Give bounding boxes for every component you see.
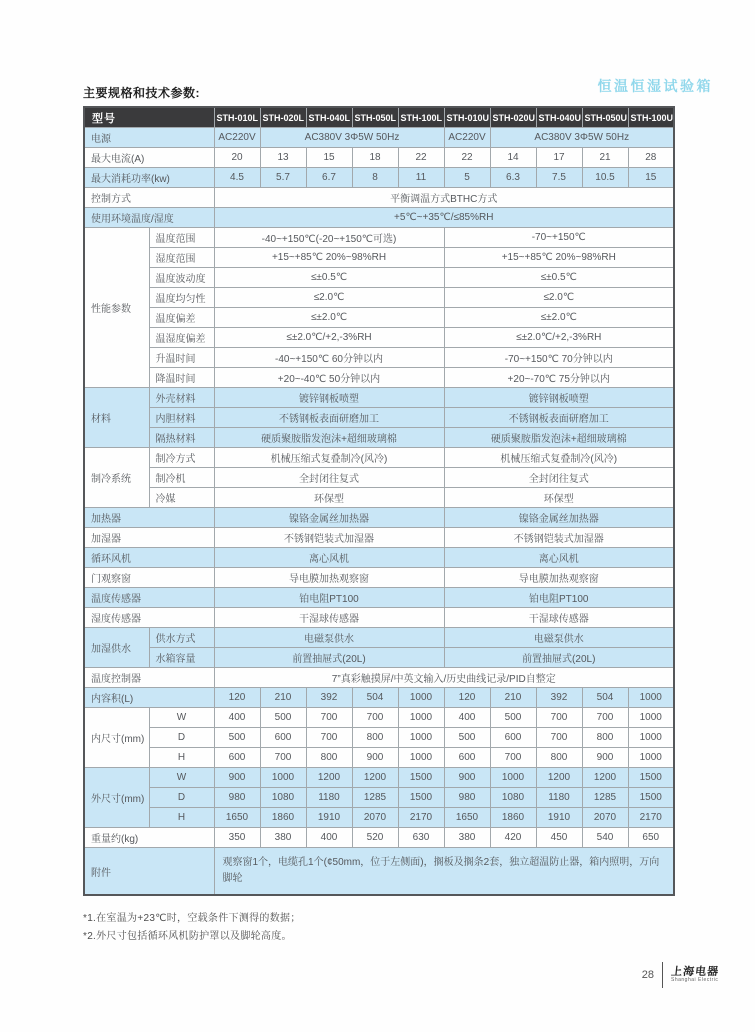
spec-value-cell: 1500 [628, 768, 674, 788]
spec-value-cell: +15~+85℃ 20%~98%RH [444, 248, 674, 268]
spec-value-cell: 900 [582, 748, 628, 768]
row-label: 温度偏差 [149, 308, 214, 328]
table-row [84, 848, 674, 896]
table-row [84, 588, 674, 608]
spec-table-body [84, 128, 674, 896]
spec-value-cell: 630 [398, 828, 444, 848]
spec-value-cell: 392 [306, 688, 352, 708]
spec-value-cell: -40~+150℃(-20~+150℃可选) [214, 228, 444, 248]
model-row-label: 型号 [84, 107, 214, 128]
model-column-header: STH-040U [536, 107, 582, 128]
row-label: 降温时间 [149, 368, 214, 388]
spec-value-cell: 20 [214, 148, 260, 168]
spec-value-cell: 导电膜加热观察窗 [444, 568, 674, 588]
spec-value-cell: 350 [214, 828, 260, 848]
spec-value-cell: 600 [444, 748, 490, 768]
spec-value-cell: 420 [490, 828, 536, 848]
spec-value-cell: 离心风机 [444, 548, 674, 568]
spec-value-cell: 1000 [398, 728, 444, 748]
spec-value-cell: 21 [582, 148, 628, 168]
spec-value-cell: 1285 [352, 788, 398, 808]
spec-value-cell: 干湿球传感器 [444, 608, 674, 628]
spec-value-cell: 120 [214, 688, 260, 708]
spec-value-cell: 17 [536, 148, 582, 168]
table-row [84, 188, 674, 208]
model-column-header: STH-100U [628, 107, 674, 128]
table-row [84, 228, 674, 248]
spec-value-cell: 不锈钢铠装式加湿器 [214, 528, 444, 548]
row-label: W [149, 768, 214, 788]
spec-value-cell: 2070 [582, 808, 628, 828]
spec-value-cell: 504 [352, 688, 398, 708]
table-row [84, 808, 674, 828]
spec-value-cell: 导电膜加热观察窗 [214, 568, 444, 588]
spec-value-cell: 600 [490, 728, 536, 748]
spec-value-cell: 28 [628, 148, 674, 168]
row-group-label: 材料 [84, 388, 149, 448]
page-footer [642, 962, 719, 988]
brand-logo [671, 966, 719, 984]
spec-value-cell: 22 [444, 148, 490, 168]
model-column-header: STH-100L [398, 107, 444, 128]
spec-value-cell: +20~-70℃ 75分钟以内 [444, 368, 674, 388]
spec-value-cell: 不锈钢板表面研磨加工 [444, 408, 674, 428]
table-row [84, 448, 674, 468]
row-label: 控制方式 [84, 188, 214, 208]
spec-value-cell: -70~+150℃ 70分钟以内 [444, 348, 674, 368]
table-row [84, 788, 674, 808]
spec-value-cell: 1200 [352, 768, 398, 788]
row-label: 制冷机 [149, 468, 214, 488]
spec-value-cell: 800 [306, 748, 352, 768]
table-row [84, 308, 674, 328]
table-row [84, 648, 674, 668]
spec-value-cell: 700 [260, 748, 306, 768]
spec-value-cell: 1860 [260, 808, 306, 828]
spec-value-cell: 380 [444, 828, 490, 848]
spec-value-cell: 干湿球传感器 [214, 608, 444, 628]
spec-value-cell: AC220V [444, 128, 490, 148]
spec-value-cell: AC380V 3Φ5W 50Hz [490, 128, 674, 148]
row-label: 加湿器 [84, 528, 214, 548]
spec-value-cell: 环保型 [214, 488, 444, 508]
row-label: 温度均匀性 [149, 288, 214, 308]
spec-value-cell: 不锈钢板表面研磨加工 [214, 408, 444, 428]
spec-value-cell: 1500 [628, 788, 674, 808]
row-label: 最大消耗功率(kw) [84, 168, 214, 188]
spec-value-cell: 离心风机 [214, 548, 444, 568]
spec-value-cell: 900 [214, 768, 260, 788]
spec-value-cell: 铂电阻PT100 [214, 588, 444, 608]
page-title: 主要规格和技术参数: [83, 86, 200, 100]
spec-value-cell: 15 [306, 148, 352, 168]
spec-value-cell: 1000 [398, 688, 444, 708]
row-group-label: 性能参数 [84, 228, 149, 388]
row-label: 使用环境温度/湿度 [84, 208, 214, 228]
model-column-header: STH-010L [214, 107, 260, 128]
spec-value-cell: 4.5 [214, 168, 260, 188]
spec-value-cell: 400 [306, 828, 352, 848]
spec-value-cell: 15 [628, 168, 674, 188]
brand-name-en: Shanghai Electric [671, 977, 719, 984]
row-label: 供水方式 [149, 628, 214, 648]
spec-value-cell: 980 [214, 788, 260, 808]
spec-value-cell: 1000 [628, 748, 674, 768]
spec-value-cell: 10.5 [582, 168, 628, 188]
row-label: D [149, 788, 214, 808]
spec-value-cell: 13 [260, 148, 306, 168]
spec-value-cell: ≤±2.0℃ [444, 308, 674, 328]
spec-value-cell: 600 [260, 728, 306, 748]
model-column-header: STH-020L [260, 107, 306, 128]
spec-value-cell: 500 [490, 708, 536, 728]
table-row [84, 548, 674, 568]
spec-value-cell: 1200 [536, 768, 582, 788]
row-label: H [149, 808, 214, 828]
spec-value-cell: 600 [214, 748, 260, 768]
spec-value-cell: 800 [352, 728, 398, 748]
row-label: 电源 [84, 128, 214, 148]
model-column-header: STH-040L [306, 107, 352, 128]
spec-value-cell: 全封闭往复式 [444, 468, 674, 488]
section-watermark-title: 恒温恒湿试验箱 [597, 78, 713, 94]
table-row [84, 628, 674, 648]
spec-value-cell: 电磁泵供水 [214, 628, 444, 648]
spec-value-cell: 6.3 [490, 168, 536, 188]
spec-value-cell: 镀锌钢板喷塑 [444, 388, 674, 408]
spec-value-cell: 800 [582, 728, 628, 748]
spec-value-cell: +5℃~+35℃/≤85%RH [214, 208, 674, 228]
spec-value-cell: 7”真彩触摸屏/中英文输入/历史曲线记录/PID自整定 [214, 668, 674, 688]
spec-value-cell: 前置抽屉式(20L) [214, 648, 444, 668]
spec-value-cell: 2170 [628, 808, 674, 828]
spec-value-cell: 1180 [306, 788, 352, 808]
spec-value-cell: 前置抽屉式(20L) [444, 648, 674, 668]
row-group-label: 外尺寸(mm) [84, 768, 149, 828]
row-label: 湿度传感器 [84, 608, 214, 628]
table-header-row [84, 107, 674, 128]
spec-value-cell: 不锈钢铠装式加湿器 [444, 528, 674, 548]
table-row [84, 348, 674, 368]
row-label: 隔热材料 [149, 428, 214, 448]
table-row [84, 768, 674, 788]
spec-value-cell: 1200 [582, 768, 628, 788]
spec-value-cell: AC220V [214, 128, 260, 148]
table-row [84, 148, 674, 168]
table-row [84, 748, 674, 768]
row-group-label: 加湿供水 [84, 628, 149, 668]
table-row [84, 268, 674, 288]
spec-value-cell: 观察窗1个，电缆孔1个(¢50mm，位于左侧面)，搁板及搁条2套，独立超温防止器，箱内照明，万向脚轮 [214, 848, 674, 896]
spec-value-cell: 2170 [398, 808, 444, 828]
spec-value-cell: 1910 [536, 808, 582, 828]
footnote-2: *2.外尺寸包括循环风机防护罩以及脚轮高度。 [83, 931, 292, 942]
spec-value-cell: 450 [536, 828, 582, 848]
table-row [84, 528, 674, 548]
table-row [84, 668, 674, 688]
spec-value-cell: 1500 [398, 788, 444, 808]
spec-value-cell: 7.5 [536, 168, 582, 188]
table-row [84, 248, 674, 268]
spec-value-cell: 500 [214, 728, 260, 748]
spec-value-cell: 1000 [628, 688, 674, 708]
row-label: 加热器 [84, 508, 214, 528]
table-row [84, 168, 674, 188]
spec-value-cell: -70~+150℃ [444, 228, 674, 248]
row-label: 升温时间 [149, 348, 214, 368]
spec-value-cell: 650 [628, 828, 674, 848]
spec-value-cell: 800 [536, 748, 582, 768]
spec-value-cell: 镍铬金属丝加热器 [214, 508, 444, 528]
spec-value-cell: 1000 [398, 708, 444, 728]
spec-value-cell: ≤±2.0℃/+2,-3%RH [444, 328, 674, 348]
spec-value-cell: 1080 [260, 788, 306, 808]
table-row [84, 128, 674, 148]
row-label: 内胆材料 [149, 408, 214, 428]
spec-value-cell: -40~+150℃ 60分钟以内 [214, 348, 444, 368]
spec-value-cell: 机械压缩式复叠制冷(风冷) [444, 448, 674, 468]
model-column-header: STH-050L [352, 107, 398, 128]
spec-value-cell: 400 [444, 708, 490, 728]
spec-value-cell: 210 [490, 688, 536, 708]
table-row [84, 828, 674, 848]
spec-value-cell: 1910 [306, 808, 352, 828]
spec-value-cell: 1200 [306, 768, 352, 788]
spec-table [83, 106, 675, 896]
page-number: 28 [641, 969, 654, 981]
row-group-label: 制冷系统 [84, 448, 149, 508]
row-label: 附件 [84, 848, 214, 896]
spec-value-cell: 环保型 [444, 488, 674, 508]
spec-value-cell: 1000 [260, 768, 306, 788]
spec-value-cell: 900 [444, 768, 490, 788]
row-label: 温度范围 [149, 228, 214, 248]
spec-value-cell: 120 [444, 688, 490, 708]
spec-value-cell: 540 [582, 828, 628, 848]
spec-value-cell: 700 [582, 708, 628, 728]
spec-value-cell: 硬质聚胺脂发泡沫+超细玻璃棉 [444, 428, 674, 448]
spec-value-cell: 机械压缩式复叠制冷(风冷) [214, 448, 444, 468]
spec-value-cell: 1650 [444, 808, 490, 828]
spec-value-cell: 1860 [490, 808, 536, 828]
row-label: 内容积(L) [84, 688, 214, 708]
brand-name-cn: 上海电器 [670, 965, 720, 979]
footer-divider [662, 962, 663, 988]
row-label: 冷媒 [149, 488, 214, 508]
spec-value-cell: 11 [398, 168, 444, 188]
table-row [84, 208, 674, 228]
row-label: 温湿度偏差 [149, 328, 214, 348]
row-label: H [149, 748, 214, 768]
spec-value-cell: 700 [490, 748, 536, 768]
spec-value-cell: 14 [490, 148, 536, 168]
table-row [84, 428, 674, 448]
spec-value-cell: 1000 [628, 728, 674, 748]
spec-value-cell: ≤2.0℃ [214, 288, 444, 308]
spec-value-cell: 980 [444, 788, 490, 808]
spec-value-cell: 平衡调温方式BTHC方式 [214, 188, 674, 208]
table-row [84, 488, 674, 508]
spec-value-cell: AC380V 3Φ5W 50Hz [260, 128, 444, 148]
spec-value-cell: 210 [260, 688, 306, 708]
spec-value-cell: 392 [536, 688, 582, 708]
spec-value-cell: 铂电阻PT100 [444, 588, 674, 608]
spec-value-cell: 8 [352, 168, 398, 188]
table-row [84, 468, 674, 488]
row-label: 最大电流(A) [84, 148, 214, 168]
row-label: 门观察窗 [84, 568, 214, 588]
spec-value-cell: 硬质聚胺脂发泡沫+超细玻璃棉 [214, 428, 444, 448]
row-label: 重量约(kg) [84, 828, 214, 848]
spec-value-cell: 1500 [398, 768, 444, 788]
spec-value-cell: 2070 [352, 808, 398, 828]
row-label: D [149, 728, 214, 748]
spec-value-cell: 500 [260, 708, 306, 728]
model-column-header: STH-020U [490, 107, 536, 128]
spec-value-cell: 全封闭往复式 [214, 468, 444, 488]
table-row [84, 368, 674, 388]
spec-value-cell: ≤±2.0℃ [214, 308, 444, 328]
table-row [84, 728, 674, 748]
table-row [84, 288, 674, 308]
spec-value-cell: +20~-40℃ 50分钟以内 [214, 368, 444, 388]
spec-value-cell: 镀锌钢板喷塑 [214, 388, 444, 408]
spec-value-cell: 504 [582, 688, 628, 708]
footnotes [83, 910, 301, 946]
spec-value-cell: 380 [260, 828, 306, 848]
row-label: 湿度范围 [149, 248, 214, 268]
row-label: 外壳材料 [149, 388, 214, 408]
model-column-header: STH-050U [582, 107, 628, 128]
model-column-header: STH-010U [444, 107, 490, 128]
spec-value-cell: 700 [352, 708, 398, 728]
spec-value-cell: ≤±0.5℃ [214, 268, 444, 288]
spec-value-cell: 22 [398, 148, 444, 168]
spec-value-cell: 500 [444, 728, 490, 748]
table-row [84, 508, 674, 528]
spec-value-cell: 5 [444, 168, 490, 188]
spec-value-cell: 1180 [536, 788, 582, 808]
table-row [84, 568, 674, 588]
spec-value-cell: 1000 [490, 768, 536, 788]
row-label: 温度传感器 [84, 588, 214, 608]
spec-value-cell: 1650 [214, 808, 260, 828]
spec-value-cell: 5.7 [260, 168, 306, 188]
spec-value-cell: 1000 [398, 748, 444, 768]
spec-value-cell: ≤±2.0℃/+2,-3%RH [214, 328, 444, 348]
spec-value-cell: 700 [306, 728, 352, 748]
spec-value-cell: 700 [536, 728, 582, 748]
row-label: 水箱容量 [149, 648, 214, 668]
table-row [84, 388, 674, 408]
spec-value-cell: +15~+85℃ 20%~98%RH [214, 248, 444, 268]
row-label: 循环风机 [84, 548, 214, 568]
table-row [84, 608, 674, 628]
table-row [84, 708, 674, 728]
spec-value-cell: 1000 [628, 708, 674, 728]
row-label: 温度波动度 [149, 268, 214, 288]
table-row [84, 408, 674, 428]
spec-value-cell: 700 [306, 708, 352, 728]
spec-value-cell: 400 [214, 708, 260, 728]
spec-value-cell: 520 [352, 828, 398, 848]
spec-value-cell: ≤2.0℃ [444, 288, 674, 308]
spec-value-cell: 电磁泵供水 [444, 628, 674, 648]
spec-value-cell: 18 [352, 148, 398, 168]
table-row [84, 328, 674, 348]
table-row [84, 688, 674, 708]
row-label: 制冷方式 [149, 448, 214, 468]
row-group-label: 内尺寸(mm) [84, 708, 149, 768]
row-label: 温度控制器 [84, 668, 214, 688]
spec-value-cell: 900 [352, 748, 398, 768]
footnote-1: *1.在室温为+23℃时，空载条件下测得的数据； [83, 913, 301, 924]
spec-value-cell: 6.7 [306, 168, 352, 188]
spec-value-cell: 1285 [582, 788, 628, 808]
row-label: W [149, 708, 214, 728]
spec-value-cell: ≤±0.5℃ [444, 268, 674, 288]
spec-value-cell: 700 [536, 708, 582, 728]
spec-value-cell: 镍铬金属丝加热器 [444, 508, 674, 528]
spec-value-cell: 1080 [490, 788, 536, 808]
